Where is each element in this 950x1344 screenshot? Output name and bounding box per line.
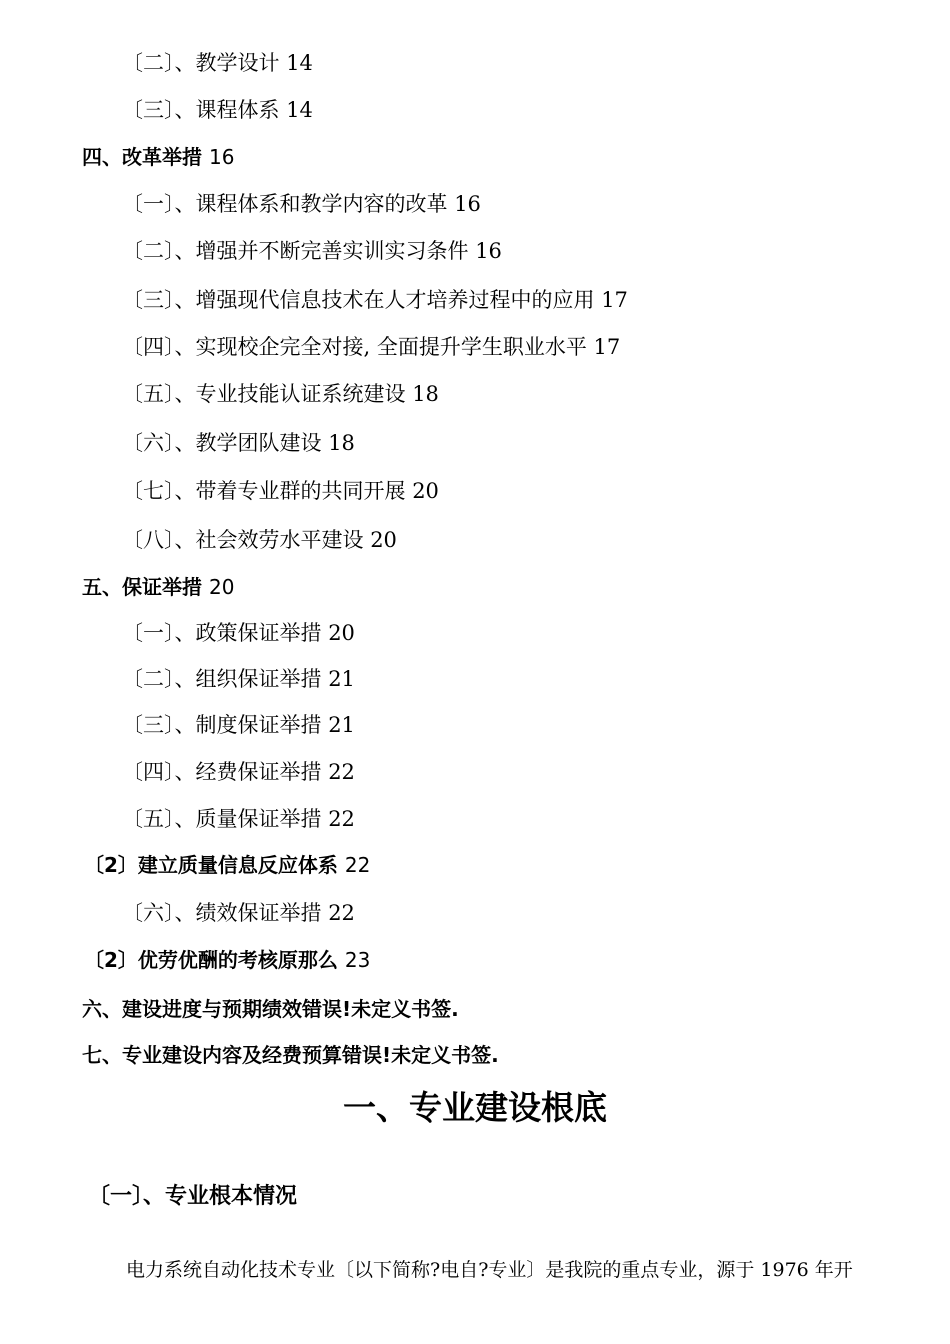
toc-subentry[interactable]: 〔2〕优劳优酬的考核原那么 23 <box>84 948 371 972</box>
toc-entry[interactable]: 〔三〕、制度保证举措 21 <box>122 713 355 737</box>
toc-entry[interactable]: 〔二〕、增强并不断完善实训实习条件 16 <box>122 239 502 263</box>
toc-entry[interactable]: 〔五〕、专业技能认证系统建设 18 <box>122 382 439 406</box>
toc-entry[interactable]: 〔六〕、绩效保证举措 22 <box>122 901 355 925</box>
section-subheading: 〔一〕、专业根本情况 <box>88 1184 298 1209</box>
toc-entry[interactable]: 〔四〕、实现校企完全对接, 全面提升学生职业水平 17 <box>122 335 621 359</box>
toc-entry[interactable]: 〔八〕、社会效劳水平建设 20 <box>122 528 397 552</box>
toc-entry[interactable]: 〔六〕、教学团队建设 18 <box>122 431 355 455</box>
toc-entry[interactable]: 〔七〕、带着专业群的共同开展 20 <box>122 479 439 503</box>
section-heading: 一、专业建设根底 <box>343 1088 607 1127</box>
toc-chapter[interactable]: 四、改革举措 16 <box>82 145 235 169</box>
toc-entry[interactable]: 〔三〕、增强现代信息技术在人才培养过程中的应用 17 <box>122 288 628 312</box>
toc-chapter[interactable]: 六、建设进度与预期绩效错误!未定义书签. <box>82 997 459 1021</box>
toc-entry[interactable]: 〔一〕、政策保证举措 20 <box>122 621 355 645</box>
toc-entry[interactable]: 〔二〕、教学设计 14 <box>122 51 313 75</box>
body-paragraph: 电力系统自动化技术专业〔以下简称?电自?专业〕是我院的重点专业，源于 1976 年开 <box>126 1259 853 1281</box>
toc-entry[interactable]: 〔四〕、经费保证举措 22 <box>122 760 355 784</box>
toc-chapter[interactable]: 七、专业建设内容及经费预算错误!未定义书签. <box>82 1043 499 1067</box>
toc-subentry[interactable]: 〔2〕建立质量信息反应体系 22 <box>84 853 371 877</box>
toc-entry[interactable]: 〔二〕、组织保证举措 21 <box>122 667 355 691</box>
toc-chapter[interactable]: 五、保证举措 20 <box>82 575 235 599</box>
toc-entry[interactable]: 〔一〕、课程体系和教学内容的改革 16 <box>122 192 481 216</box>
toc-entry[interactable]: 〔三〕、课程体系 14 <box>122 98 313 122</box>
toc-entry[interactable]: 〔五〕、质量保证举措 22 <box>122 807 355 831</box>
